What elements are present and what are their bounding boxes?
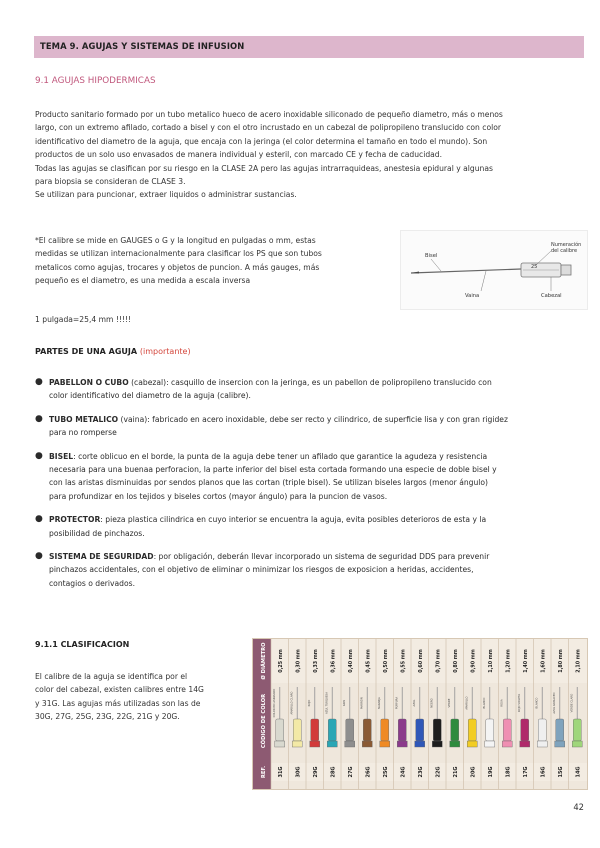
diameter-label: 0,33 mm [313,649,319,673]
diameter-label: 0,70 mm [436,649,442,673]
part-term: BISEL [49,451,74,461]
diameter-label: 0,50 mm [383,649,389,673]
part-term: SISTEMA DE SEGURIDAD [49,552,154,562]
part-description: para no romperse [49,428,117,438]
color-name-label: COLOR NO ASIGNADO [272,688,276,718]
diameter-label: 1,60 mm [541,649,547,673]
diameter-label: 1,10 mm [488,649,494,673]
text-line: color del cabezal, existen calibres entre 14G [35,685,204,695]
diameter-label: 0,40 mm [348,649,354,673]
color-name-label: AZUL TURQUESA [325,691,329,715]
gauge-label: 25G [382,766,389,778]
part-term: PROTECTOR [49,515,101,525]
part-description: : corte oblicuo en el borde, la punta de la aguja debe tener un afilado que garantice la agudeza y resistencia [73,451,488,461]
part-term: PABELLON O CUBO [49,378,129,387]
needle-hub-base [467,741,477,747]
gauge-label: 27G [347,766,354,778]
needle-hub [363,719,371,741]
section-header-bar [34,36,584,58]
part-line [49,527,585,540]
bullet-icon: ● [35,413,43,424]
part-description: pinchazos accidentales, con el objetivo de eliminar o minimizar los riesgos de exposicion a heridas, accidentes, [49,565,474,575]
gauge-label: 15G [557,766,564,778]
part-description: para profundizar en los tejidos y biseles cortos (mayor ángulo) para la puncion de vasos. [49,491,388,501]
diameter-label: 0,30 mm [296,649,302,673]
gauge-label: 20G [470,766,477,778]
color-name-label: AMARILLO CLARO [290,691,294,715]
part-line [49,376,585,389]
diameter-label: 1,20 mm [506,649,512,673]
row-header-label: Ø DIÁMETRO [261,642,267,680]
gauge-label: 21G [452,766,459,778]
bullet-icon: ● [35,514,43,525]
diameter-label: 0,80 mm [453,649,459,673]
text-line: El calibre de la aguja se identifica por el [35,672,188,681]
color-name-label: VERDE [447,698,451,708]
diameter-label: 1,80 mm [558,649,564,673]
gauge-label: 14G [575,766,582,778]
part-line [49,513,585,526]
needle-hub [556,719,564,741]
gauge-color-chart [252,638,588,790]
text-line: medidas se utilizan internacionalmente para clasificar los PS que son tubos [35,249,322,259]
needle-hub-base [520,741,530,747]
color-name-label: NARANJA [377,697,381,709]
text-line: para biopsia se consideran de CLASE 3. [35,177,186,187]
needle-hub-base [502,741,512,747]
needle-hub [276,719,284,741]
gauge-label: 26G [365,766,372,778]
color-name-label: BLANCO [535,697,539,709]
needle-hub [538,719,546,741]
needle-hub [293,719,301,741]
needle-hub [311,719,319,741]
gauge-label: 31G [277,766,284,778]
gauge-label: 28G [330,766,337,778]
parts-list [35,376,585,600]
page-number: 42 [573,802,584,812]
diagram-label-bisel: Bisel [425,253,438,259]
diagram-label-numeracion: Numeración [551,242,582,248]
part-description: : por obligación, deberán llevar incorporado un sistema de seguridad DDS para prevenir [153,552,490,562]
chapter-title: TEMA 9. AGUJAS Y SISTEMAS DE INFUSION [40,41,245,51]
color-name-label: ROSA [500,699,504,707]
needle-hub-base [345,741,355,747]
gauge-label: 30G [295,766,302,778]
needle-hub-base [275,741,285,747]
needle-hub [416,719,424,741]
color-name-label: GRIS [342,699,346,707]
part-line [49,550,585,563]
part-description: con las aristas disminuidas por sendos planos que las cortan (triple bisel). Se utilizan biseles largos (menor ángulo) [49,478,489,488]
part-line [49,426,585,439]
diagram-label-cabezal: Cabezal [541,293,562,299]
needle-hub [328,719,336,741]
bullet-icon: ● [35,551,43,562]
part-description: : pieza plastica cilindrica en cuyo interior se encuentra la aguja, evita posibles deterioros de esta y la [100,515,487,525]
diagram-label-calibre: del calibre [551,248,578,254]
needle-hub-base [362,741,372,747]
needle-hub-base [485,741,495,747]
text-line: metalicos como agujas, trocares y objetos de puncion. A más gauges, más [35,262,320,272]
gauge-label: 23G [417,766,424,778]
diagram-label-number: 25 [531,264,538,270]
text-line: largo, con un extremo afilado, cortado a bisel y con el otro incrustado en un cabezal de polipropileno translucido con color [35,123,501,133]
needle-hub [521,719,529,741]
text-line: Todas las agujas se clasifican por su riesgo en la CLASE 2A pero las agujas intrarraquideas, anestesia epidural y algunas [35,163,493,173]
part-item [35,376,585,403]
color-name-label: AZUL GRISACEO [552,692,556,714]
needle-hub-base [327,741,337,747]
needle-hub-base [397,741,407,747]
needle-hub [573,719,581,741]
row-header-label: CÓDIGO DE COLOR [261,693,267,749]
calibre-paragraph [35,234,395,288]
needle-hub [433,719,441,741]
part-line [49,563,585,576]
intro-paragraph [35,108,587,202]
color-name-label: ROJO VIOLETA [517,693,521,713]
needle-hub-base [450,741,460,747]
section-title: 9.1 AGUJAS HIPODERMICAS [35,76,156,86]
needle-hub-base [380,741,390,747]
diameter-label: 1,40 mm [523,649,529,673]
part-item [35,550,585,590]
part-item [35,450,585,504]
gauge-label: 16G [540,766,547,778]
gauge-label: 19G [487,766,494,778]
text-line: *El calibre se mide en GAUGES o G y la longitud en pulgadas o mm, estas [35,236,316,245]
needle-hub [398,719,406,741]
text-line: identificativo del diametro de la aguja, que encaja con la jeringa (el color determina el tamaño en todo el mundo). Son [35,136,488,146]
needle-hub-base [415,741,425,747]
parts-heading [35,347,191,356]
text-line: Se utilizan para puncionar, extraer liquidos o administrar sustancias. [35,190,297,200]
diameter-label: 0,55 mm [401,649,407,673]
part-description: color identificativo del diametro de la aguja (calibre). [49,391,251,401]
bullet-icon: ● [35,450,43,461]
needle-hub [486,719,494,741]
text-line: productos de un solo uso envasados de manera individual y esteril, con marcado CE y fecha de caducidad. [35,150,443,160]
needle-hub [381,719,389,741]
part-description: necesaria para una buenaa perforacion, la parte inferior del bisel esta cortada formando una especie de doble bisel y [49,465,497,475]
needle-hub-base [572,741,582,747]
text-line: pequeño es el diametro, es una medida a escala inversa [35,276,251,286]
color-name-label: NEGRO [430,698,434,708]
color-name-label: AZUL [412,699,416,707]
color-name-label: VERDE CLARO [570,693,574,713]
part-line [49,476,585,489]
part-description: (cabezal): casquillo de insercion con la jeringa, es un pabellon de polipropileno translucido con [128,378,492,387]
diagram-label-vaina: Vaina [465,293,480,299]
needle-hub-base [432,741,442,747]
diameter-label: 0,60 mm [418,649,424,673]
part-description: (vaina): fabricado en acero inoxidable, debe ser recto y cilindrico, de superficie lisa y con gran rigidez [118,414,508,424]
part-item [35,513,585,540]
color-name-label: AMARILLO [465,696,469,710]
needle-hub [503,719,511,741]
diameter-label: 0,90 mm [471,649,477,673]
conversion-note: 1 pulgada=25,4 mm !!!!! [35,315,132,324]
color-name-label: BLANCO [482,697,486,709]
part-description: contagios o derivados. [49,578,135,588]
part-line [49,490,585,503]
text-line: Producto sanitario formado por un tubo metalico hueco de acero inoxidable siliconado de pequeño diametro, más o menos [35,110,503,119]
part-description: posibilidad de pinchazos. [49,528,145,538]
needle-hub [346,719,354,741]
needle-hub [468,719,476,741]
important-tag: (importante) [139,347,191,356]
part-line [49,389,585,402]
needle-hub-base [292,741,302,747]
diameter-label: 0,45 mm [366,649,372,673]
gauge-label: 22G [435,766,442,778]
color-name-label: ROJO [307,699,311,707]
part-line [49,450,585,463]
part-term: TUBO METALICO [49,414,119,424]
clasificacion-title: 9.1.1 CLASIFICACION [35,640,130,649]
row-header-label: REF. [261,765,267,779]
part-line [49,577,585,590]
gauge-label: 24G [400,766,407,778]
color-name-label: MARRÓN [360,697,364,709]
color-name-label: PÚRPURA [395,696,399,710]
needle-hub [451,719,459,741]
diameter-label: 0,25 mm [278,649,284,673]
text-line: y 31G. Las agujas más utilizadas son las de [35,698,201,708]
gauge-label: 29G [312,766,319,778]
bullet-icon: ● [35,377,43,387]
diameter-label: 2,10 mm [576,649,582,673]
part-item [35,413,585,440]
diameter-label: 0,36 mm [331,649,337,673]
text-line: 30G, 27G, 25G, 23G, 22G, 21G y 20G. [35,712,180,722]
part-line [49,463,585,476]
needle-hub-base [310,741,320,747]
needle-hub-base [537,741,547,747]
part-line [49,413,585,426]
needle-diagram [400,230,588,310]
needle-hub-base [555,741,565,747]
parts-title: PARTES DE UNA AGUJA [35,347,138,356]
clasificacion-paragraph [35,670,245,724]
gauge-label: 17G [522,766,529,778]
gauge-label: 18G [505,766,512,778]
